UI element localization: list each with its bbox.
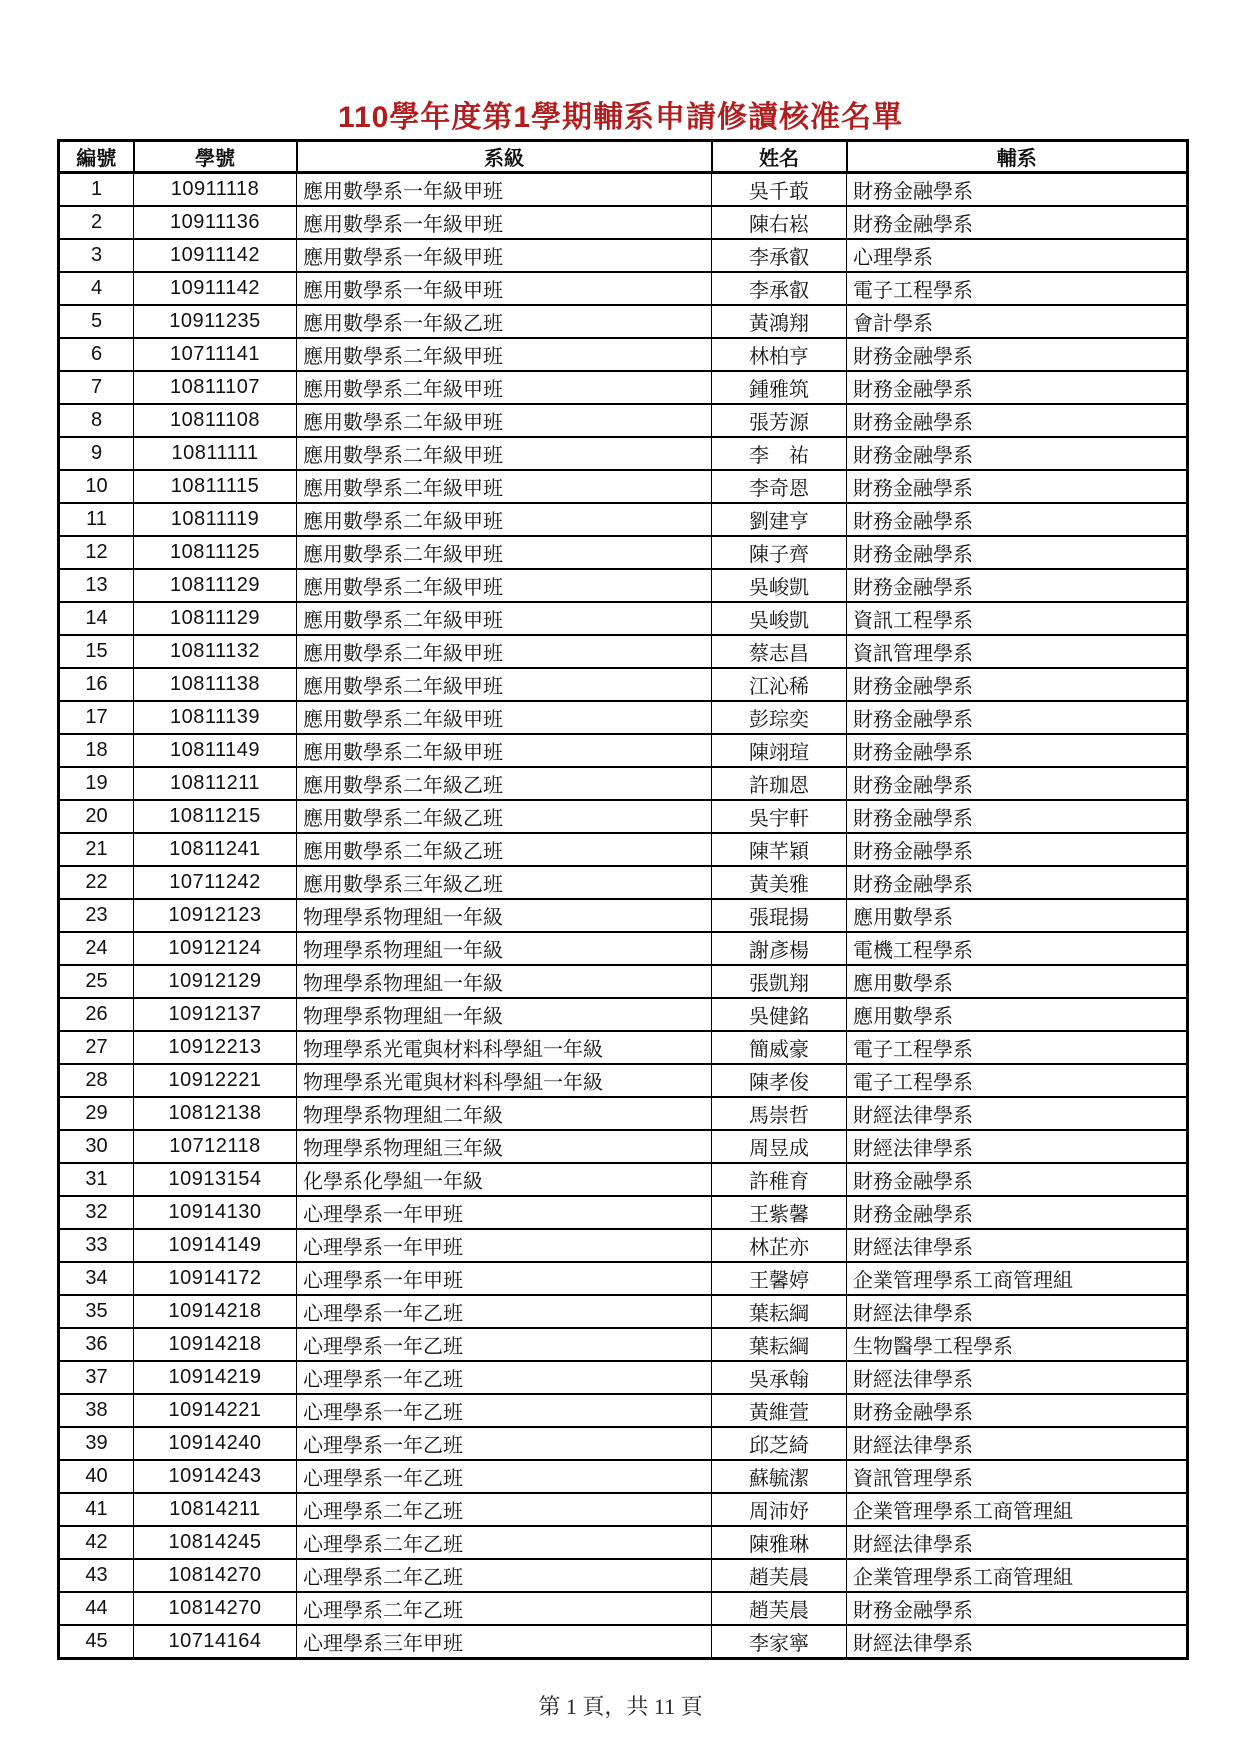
student-name-cell: 吳宇軒 (712, 800, 847, 833)
minor-program-cell: 財經法律學系 (847, 1526, 1188, 1559)
table-row (59, 1196, 1188, 1229)
row-number-cell: 42 (59, 1526, 134, 1559)
row-number-cell: 27 (59, 1031, 134, 1064)
row-number-cell: 32 (59, 1196, 134, 1229)
table-row (59, 1163, 1188, 1196)
row-number-cell: 3 (59, 239, 134, 272)
student-id-cell: 10814245 (134, 1526, 297, 1559)
student-id-cell: 10712118 (134, 1130, 297, 1163)
department-cell: 應用數學系二年級甲班 (297, 338, 712, 371)
department-cell: 應用數學系三年級乙班 (297, 866, 712, 899)
header-name: 姓名 (712, 141, 847, 173)
department-cell: 應用數學系二年級甲班 (297, 536, 712, 569)
table-row (59, 1526, 1188, 1559)
table-row (59, 536, 1188, 569)
student-name-cell: 陳孝俊 (712, 1064, 847, 1097)
department-cell: 應用數學系一年級甲班 (297, 173, 712, 207)
minor-program-cell: 財務金融學系 (847, 569, 1188, 602)
student-id-cell: 10814270 (134, 1592, 297, 1625)
minor-program-cell: 企業管理學系工商管理組 (847, 1559, 1188, 1592)
table-row (59, 1064, 1188, 1097)
table-row (59, 437, 1188, 470)
student-name-cell: 劉建亨 (712, 503, 847, 536)
row-number-cell: 12 (59, 536, 134, 569)
table-row (59, 866, 1188, 899)
department-cell: 應用數學系二年級乙班 (297, 833, 712, 866)
student-id-cell: 10914149 (134, 1229, 297, 1262)
table-row (59, 1130, 1188, 1163)
row-number-cell: 22 (59, 866, 134, 899)
row-number-cell: 15 (59, 635, 134, 668)
minor-program-cell: 財務金融學系 (847, 701, 1188, 734)
minor-program-cell: 財經法律學系 (847, 1097, 1188, 1130)
minor-program-cell: 電機工程學系 (847, 932, 1188, 965)
minor-program-cell: 財經法律學系 (847, 1625, 1188, 1659)
minor-program-cell: 財務金融學系 (847, 1163, 1188, 1196)
table-row (59, 998, 1188, 1031)
page-number-footer: 第 1 頁，共 11 頁 (538, 1694, 703, 1719)
minor-program-cell: 企業管理學系工商管理組 (847, 1493, 1188, 1526)
student-name-cell: 吳千菆 (712, 173, 847, 207)
table-row (59, 1427, 1188, 1460)
department-cell: 心理學系一年甲班 (297, 1229, 712, 1262)
minor-program-cell: 財經法律學系 (847, 1295, 1188, 1328)
table-row (59, 1493, 1188, 1526)
department-cell: 應用數學系二年級甲班 (297, 404, 712, 437)
student-id-cell: 10911235 (134, 305, 297, 338)
department-cell: 化學系化學組一年級 (297, 1163, 712, 1196)
student-name-cell: 李家寧 (712, 1625, 847, 1659)
student-name-cell: 黃鴻翔 (712, 305, 847, 338)
table-row (59, 1394, 1188, 1427)
minor-program-cell: 財務金融學系 (847, 206, 1188, 239)
student-id-cell: 10912124 (134, 932, 297, 965)
student-id-cell: 10914172 (134, 1262, 297, 1295)
student-name-cell: 林柏亨 (712, 338, 847, 371)
minor-program-cell: 應用數學系 (847, 998, 1188, 1031)
table-row (59, 734, 1188, 767)
minor-program-cell: 財務金融學系 (847, 734, 1188, 767)
student-id-cell: 10811149 (134, 734, 297, 767)
minor-program-cell: 生物醫學工程學系 (847, 1328, 1188, 1361)
table-row (59, 1559, 1188, 1592)
table-row (59, 1229, 1188, 1262)
department-cell: 應用數學系一年級甲班 (297, 206, 712, 239)
student-name-cell: 黃美雅 (712, 866, 847, 899)
minor-program-cell: 應用數學系 (847, 899, 1188, 932)
student-name-cell: 張琨揚 (712, 899, 847, 932)
minor-program-cell: 電子工程學系 (847, 272, 1188, 305)
student-id-cell: 10914240 (134, 1427, 297, 1460)
department-cell: 心理學系一年甲班 (297, 1196, 712, 1229)
student-name-cell: 黃維萱 (712, 1394, 847, 1427)
department-cell: 應用數學系二年級甲班 (297, 635, 712, 668)
department-cell: 應用數學系二年級乙班 (297, 800, 712, 833)
minor-program-cell: 應用數學系 (847, 965, 1188, 998)
student-id-cell: 10811241 (134, 833, 297, 866)
minor-program-cell: 財經法律學系 (847, 1427, 1188, 1460)
row-number-cell: 25 (59, 965, 134, 998)
minor-program-cell: 電子工程學系 (847, 1064, 1188, 1097)
minor-program-cell: 財務金融學系 (847, 437, 1188, 470)
minor-program-cell: 資訊管理學系 (847, 635, 1188, 668)
department-cell: 應用數學系二年級甲班 (297, 701, 712, 734)
student-id-cell: 10811139 (134, 701, 297, 734)
header-department: 系級 (297, 141, 712, 173)
row-number-cell: 31 (59, 1163, 134, 1196)
department-cell: 應用數學系二年級甲班 (297, 371, 712, 404)
student-id-cell: 10714164 (134, 1625, 297, 1659)
row-number-cell: 5 (59, 305, 134, 338)
table-row (59, 371, 1188, 404)
department-cell: 心理學系二年乙班 (297, 1559, 712, 1592)
row-number-cell: 36 (59, 1328, 134, 1361)
row-number-cell: 43 (59, 1559, 134, 1592)
row-number-cell: 4 (59, 272, 134, 305)
row-number-cell: 44 (59, 1592, 134, 1625)
table-row (59, 569, 1188, 602)
student-name-cell: 葉耘綱 (712, 1295, 847, 1328)
student-name-cell: 林芷亦 (712, 1229, 847, 1262)
row-number-cell: 8 (59, 404, 134, 437)
table-row (59, 239, 1188, 272)
student-id-cell: 10912123 (134, 899, 297, 932)
department-cell: 應用數學系二年級乙班 (297, 767, 712, 800)
row-number-cell: 29 (59, 1097, 134, 1130)
table-row (59, 800, 1188, 833)
department-cell: 心理學系一年乙班 (297, 1460, 712, 1493)
table-header-row (59, 141, 1188, 173)
minor-program-cell: 會計學系 (847, 305, 1188, 338)
student-name-cell: 葉耘綱 (712, 1328, 847, 1361)
minor-program-cell: 財務金融學系 (847, 833, 1188, 866)
minor-program-cell: 財務金融學系 (847, 371, 1188, 404)
student-name-cell: 陳右崧 (712, 206, 847, 239)
student-id-cell: 10911142 (134, 272, 297, 305)
table-row (59, 404, 1188, 437)
department-cell: 心理學系一年乙班 (297, 1361, 712, 1394)
row-number-cell: 38 (59, 1394, 134, 1427)
student-name-cell: 邱芝綺 (712, 1427, 847, 1460)
row-number-cell: 14 (59, 602, 134, 635)
minor-program-cell: 財務金融學系 (847, 470, 1188, 503)
minor-program-cell: 財務金融學系 (847, 1592, 1188, 1625)
approved-minor-roster-table (57, 139, 1189, 1660)
minor-program-cell: 心理學系 (847, 239, 1188, 272)
table-row (59, 1460, 1188, 1493)
student-id-cell: 10914218 (134, 1295, 297, 1328)
minor-program-cell: 財務金融學系 (847, 503, 1188, 536)
page-title: 110學年度第1學期輔系申請修讀核准名單 (337, 101, 904, 134)
student-name-cell: 吳健銘 (712, 998, 847, 1031)
table-row (59, 1295, 1188, 1328)
row-number-cell: 26 (59, 998, 134, 1031)
department-cell: 應用數學系二年級甲班 (297, 470, 712, 503)
student-id-cell: 10812138 (134, 1097, 297, 1130)
department-cell: 應用數學系二年級甲班 (297, 668, 712, 701)
minor-program-cell: 財經法律學系 (847, 1229, 1188, 1262)
student-name-cell: 許珈恩 (712, 767, 847, 800)
minor-program-cell: 財務金融學系 (847, 404, 1188, 437)
table-row (59, 503, 1188, 536)
student-name-cell: 張芳源 (712, 404, 847, 437)
department-cell: 心理學系三年甲班 (297, 1625, 712, 1659)
student-name-cell: 吳峻凱 (712, 569, 847, 602)
student-id-cell: 10912213 (134, 1031, 297, 1064)
student-id-cell: 10811108 (134, 404, 297, 437)
student-name-cell: 許稚育 (712, 1163, 847, 1196)
student-name-cell: 吳峻凱 (712, 602, 847, 635)
table-row (59, 1361, 1188, 1394)
student-name-cell: 趙芙晨 (712, 1559, 847, 1592)
table-row (59, 602, 1188, 635)
student-id-cell: 10811132 (134, 635, 297, 668)
row-number-cell: 45 (59, 1625, 134, 1659)
row-number-cell: 1 (59, 173, 134, 207)
department-cell: 物理學系光電與材料科學組一年級 (297, 1031, 712, 1064)
row-number-cell: 10 (59, 470, 134, 503)
row-number-cell: 20 (59, 800, 134, 833)
department-cell: 應用數學系二年級甲班 (297, 437, 712, 470)
student-id-cell: 10914218 (134, 1328, 297, 1361)
row-number-cell: 37 (59, 1361, 134, 1394)
student-id-cell: 10811115 (134, 470, 297, 503)
table-row (59, 833, 1188, 866)
student-name-cell: 陳翊瑄 (712, 734, 847, 767)
minor-program-cell: 財務金融學系 (847, 536, 1188, 569)
department-cell: 應用數學系二年級甲班 (297, 734, 712, 767)
minor-program-cell: 電子工程學系 (847, 1031, 1188, 1064)
student-name-cell: 彭琮奕 (712, 701, 847, 734)
student-id-cell: 10914219 (134, 1361, 297, 1394)
student-name-cell: 陳雅琳 (712, 1526, 847, 1559)
table-row (59, 767, 1188, 800)
row-number-cell: 30 (59, 1130, 134, 1163)
table-row (59, 1328, 1188, 1361)
department-cell: 應用數學系一年級甲班 (297, 272, 712, 305)
student-id-cell: 10914130 (134, 1196, 297, 1229)
student-name-cell: 鍾雅筑 (712, 371, 847, 404)
department-cell: 應用數學系一年級甲班 (297, 239, 712, 272)
student-id-cell: 10914243 (134, 1460, 297, 1493)
row-number-cell: 35 (59, 1295, 134, 1328)
row-number-cell: 11 (59, 503, 134, 536)
table-row (59, 1262, 1188, 1295)
row-number-cell: 6 (59, 338, 134, 371)
department-cell: 心理學系二年乙班 (297, 1592, 712, 1625)
row-number-cell: 40 (59, 1460, 134, 1493)
minor-program-cell: 企業管理學系工商管理組 (847, 1262, 1188, 1295)
row-number-cell: 34 (59, 1262, 134, 1295)
student-name-cell: 李 祐 (712, 437, 847, 470)
department-cell: 心理學系一年乙班 (297, 1295, 712, 1328)
student-name-cell: 李承叡 (712, 272, 847, 305)
student-id-cell: 10811119 (134, 503, 297, 536)
student-id-cell: 10814211 (134, 1493, 297, 1526)
student-id-cell: 10811215 (134, 800, 297, 833)
student-name-cell: 陳芊穎 (712, 833, 847, 866)
department-cell: 心理學系二年乙班 (297, 1493, 712, 1526)
minor-program-cell: 財務金融學系 (847, 800, 1188, 833)
minor-program-cell: 財務金融學系 (847, 173, 1188, 207)
student-id-cell: 10711242 (134, 866, 297, 899)
minor-program-cell: 資訊管理學系 (847, 1460, 1188, 1493)
row-number-cell: 18 (59, 734, 134, 767)
student-name-cell: 張凱翔 (712, 965, 847, 998)
student-name-cell: 蔡志昌 (712, 635, 847, 668)
department-cell: 物理學系物理組一年級 (297, 965, 712, 998)
header-number: 編號 (59, 141, 134, 173)
student-name-cell: 王馨婷 (712, 1262, 847, 1295)
minor-program-cell: 財務金融學系 (847, 1394, 1188, 1427)
table-row (59, 272, 1188, 305)
student-id-cell: 10811129 (134, 602, 297, 635)
student-id-cell: 10914221 (134, 1394, 297, 1427)
row-number-cell: 19 (59, 767, 134, 800)
row-number-cell: 7 (59, 371, 134, 404)
row-number-cell: 28 (59, 1064, 134, 1097)
row-number-cell: 16 (59, 668, 134, 701)
table-row (59, 965, 1188, 998)
student-id-cell: 10912137 (134, 998, 297, 1031)
department-cell: 應用數學系二年級甲班 (297, 503, 712, 536)
row-number-cell: 33 (59, 1229, 134, 1262)
department-cell: 應用數學系二年級甲班 (297, 569, 712, 602)
minor-program-cell: 財務金融學系 (847, 767, 1188, 800)
student-id-cell: 10811107 (134, 371, 297, 404)
department-cell: 心理學系一年乙班 (297, 1427, 712, 1460)
row-number-cell: 41 (59, 1493, 134, 1526)
student-id-cell: 10911142 (134, 239, 297, 272)
table-row (59, 305, 1188, 338)
header-student-id: 學號 (134, 141, 297, 173)
table-row (59, 932, 1188, 965)
row-number-cell: 24 (59, 932, 134, 965)
table-row (59, 470, 1188, 503)
minor-program-cell: 財經法律學系 (847, 1361, 1188, 1394)
department-cell: 物理學系物理組一年級 (297, 899, 712, 932)
department-cell: 心理學系一年乙班 (297, 1328, 712, 1361)
student-id-cell: 10912129 (134, 965, 297, 998)
student-id-cell: 10911136 (134, 206, 297, 239)
student-name-cell: 蘇毓潔 (712, 1460, 847, 1493)
student-id-cell: 10811129 (134, 569, 297, 602)
student-name-cell: 王紫馨 (712, 1196, 847, 1229)
row-number-cell: 39 (59, 1427, 134, 1460)
student-id-cell: 10913154 (134, 1163, 297, 1196)
department-cell: 心理學系二年乙班 (297, 1526, 712, 1559)
minor-program-cell: 財經法律學系 (847, 1130, 1188, 1163)
table-row (59, 338, 1188, 371)
minor-program-cell: 財務金融學系 (847, 1196, 1188, 1229)
minor-program-cell: 財務金融學系 (847, 338, 1188, 371)
table-row (59, 635, 1188, 668)
student-id-cell: 10711141 (134, 338, 297, 371)
student-id-cell: 10811111 (134, 437, 297, 470)
student-name-cell: 簡威豪 (712, 1031, 847, 1064)
department-cell: 物理學系物理組一年級 (297, 998, 712, 1031)
table-row (59, 173, 1188, 207)
table-row (59, 1625, 1188, 1659)
table-row (59, 1097, 1188, 1130)
student-name-cell: 周沛妤 (712, 1493, 847, 1526)
student-id-cell: 10811125 (134, 536, 297, 569)
department-cell: 物理學系物理組三年級 (297, 1130, 712, 1163)
row-number-cell: 2 (59, 206, 134, 239)
student-name-cell: 陳子齊 (712, 536, 847, 569)
student-name-cell: 周昱成 (712, 1130, 847, 1163)
student-name-cell: 吳承翰 (712, 1361, 847, 1394)
department-cell: 物理學系物理組一年級 (297, 932, 712, 965)
student-id-cell: 10911118 (134, 173, 297, 207)
table-row (59, 668, 1188, 701)
student-name-cell: 李承叡 (712, 239, 847, 272)
row-number-cell: 23 (59, 899, 134, 932)
student-id-cell: 10912221 (134, 1064, 297, 1097)
table-row (59, 899, 1188, 932)
minor-program-cell: 財務金融學系 (847, 668, 1188, 701)
header-minor: 輔系 (847, 141, 1188, 173)
student-id-cell: 10814270 (134, 1559, 297, 1592)
department-cell: 心理學系一年甲班 (297, 1262, 712, 1295)
table-row (59, 206, 1188, 239)
row-number-cell: 9 (59, 437, 134, 470)
student-id-cell: 10811138 (134, 668, 297, 701)
table-row (59, 701, 1188, 734)
row-number-cell: 21 (59, 833, 134, 866)
department-cell: 應用數學系一年級乙班 (297, 305, 712, 338)
row-number-cell: 17 (59, 701, 134, 734)
department-cell: 心理學系一年乙班 (297, 1394, 712, 1427)
student-name-cell: 馬崇哲 (712, 1097, 847, 1130)
minor-program-cell: 資訊工程學系 (847, 602, 1188, 635)
student-name-cell: 趙芙晨 (712, 1592, 847, 1625)
student-name-cell: 李奇恩 (712, 470, 847, 503)
student-name-cell: 江沁稀 (712, 668, 847, 701)
department-cell: 應用數學系二年級甲班 (297, 602, 712, 635)
table-row (59, 1592, 1188, 1625)
row-number-cell: 13 (59, 569, 134, 602)
table-row (59, 1031, 1188, 1064)
minor-program-cell: 財務金融學系 (847, 866, 1188, 899)
department-cell: 物理學系光電與材料科學組一年級 (297, 1064, 712, 1097)
student-name-cell: 謝彥楊 (712, 932, 847, 965)
department-cell: 物理學系物理組二年級 (297, 1097, 712, 1130)
student-id-cell: 10811211 (134, 767, 297, 800)
